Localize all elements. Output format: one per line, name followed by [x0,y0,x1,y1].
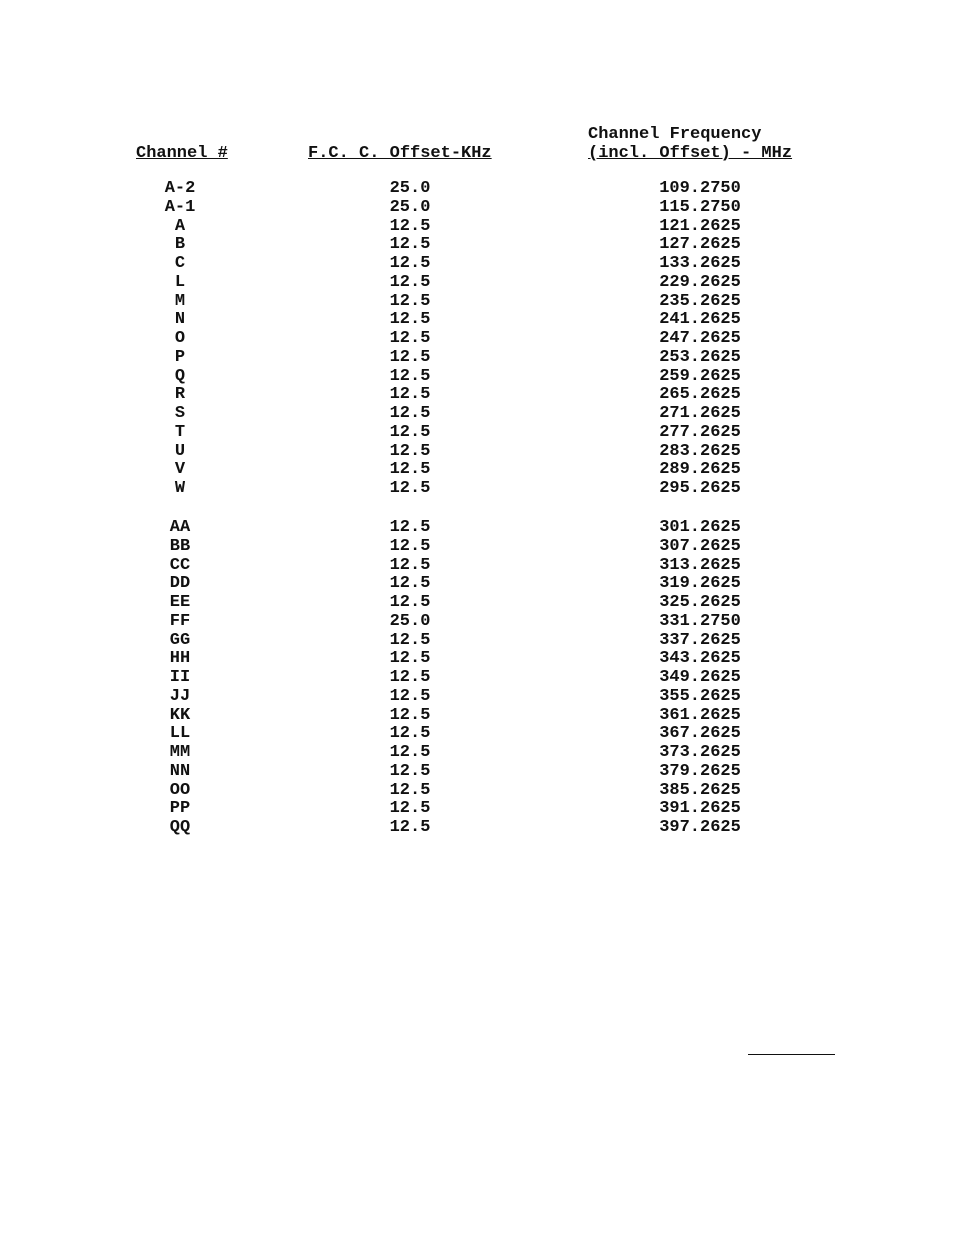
channel-cell: AA [169,518,191,537]
frequency-cell: 115.2750 [659,197,741,217]
group1-channel-column [140,180,220,499]
frequency-cell: 307.2625 [659,536,741,556]
channel-cell: O [174,329,186,348]
frequency-cell: 301.2625 [659,518,741,537]
channel-cell: OO [169,780,191,800]
offset-cell: 12.5 [389,441,431,461]
channel-cell: S [174,404,186,423]
channel-cell: PP [169,799,191,819]
frequency-cell: 319.2625 [659,574,741,594]
channel-cell: DD [169,574,191,594]
channel-cell: MM [169,743,191,762]
offset-cell: 12.5 [389,291,431,311]
frequency-cell: 343.2625 [659,649,741,669]
group1-offset-column [370,180,450,499]
channel-cell: P [174,347,186,367]
frequency-cell: 277.2625 [659,422,741,442]
offset-cell: 12.5 [389,366,431,386]
offset-cell: 12.5 [389,761,431,781]
header-channel: Channel # [136,144,228,163]
offset-cell: 12.5 [389,743,431,762]
channel-cell: A [174,216,186,236]
frequency-cell: 379.2625 [659,761,741,781]
offset-cell: 25.0 [389,197,431,217]
frequency-cell: 265.2625 [659,385,741,405]
offset-cell: 12.5 [389,235,431,255]
channel-cell: NN [169,761,191,781]
channel-cell: Q [174,366,186,386]
offset-cell: 12.5 [389,818,431,837]
offset-cell: 12.5 [389,216,431,236]
channel-cell: II [169,668,191,687]
frequency-cell: 289.2625 [659,460,741,480]
offset-cell: 12.5 [389,705,431,725]
frequency-cell: 253.2625 [659,347,741,367]
frequency-cell: 295.2625 [659,479,741,498]
offset-cell: 12.5 [389,555,431,575]
channel-cell: N [174,310,186,330]
group1-frequency-column [640,180,760,499]
frequency-cell: 259.2625 [659,366,741,386]
offset-cell: 12.5 [389,310,431,330]
channel-cell: U [174,441,186,461]
channel-cell: KK [169,705,191,725]
offset-cell: 12.5 [389,329,431,348]
channel-cell: LL [169,724,191,744]
channel-cell: GG [169,630,191,650]
frequency-cell: 373.2625 [659,743,741,762]
group2-channel-column [140,519,220,838]
frequency-cell: 121.2625 [659,216,741,236]
header-frequency-line1: Channel Frequency [588,125,762,144]
frequency-cell: 385.2625 [659,780,741,800]
frequency-cell: 247.2625 [659,329,741,348]
channel-cell: B [174,235,186,255]
group2-offset-column [370,519,450,838]
frequency-cell: 229.2625 [659,272,741,292]
offset-cell: 12.5 [389,649,431,669]
offset-cell: 12.5 [389,518,431,537]
frequency-cell: 283.2625 [659,441,741,461]
channel-cell: T [174,422,186,442]
channel-cell: A-2 [164,179,196,198]
channel-cell: A-1 [164,197,196,217]
header-frequency-line2: (incl. Offset) - MHz [588,144,793,163]
frequency-cell: 241.2625 [659,310,741,330]
frequency-cell: 391.2625 [659,799,741,819]
frequency-cell: 361.2625 [659,705,741,725]
frequency-cell: 313.2625 [659,555,741,575]
channel-cell: CC [169,555,191,575]
frequency-cell: 235.2625 [659,291,741,311]
offset-cell: 12.5 [389,254,431,273]
frequency-cell: 397.2625 [659,818,741,837]
frequency-cell: 355.2625 [659,686,741,706]
offset-cell: 12.5 [389,593,431,612]
channel-cell: R [174,385,186,405]
offset-cell: 12.5 [389,385,431,405]
offset-cell: 12.5 [389,347,431,367]
channel-cell: W [174,479,186,498]
frequency-cell: 331.2750 [659,611,741,631]
offset-cell: 12.5 [389,460,431,480]
frequency-cell: 127.2625 [659,235,741,255]
frequency-cell: 109.2750 [659,179,741,198]
offset-cell: 12.5 [389,536,431,556]
channel-cell: JJ [169,686,191,706]
channel-cell: V [174,460,186,480]
offset-cell: 12.5 [389,630,431,650]
offset-cell: 12.5 [389,272,431,292]
offset-cell: 12.5 [389,422,431,442]
frequency-cell: 325.2625 [659,593,741,612]
channel-cell: FF [169,611,191,631]
offset-cell: 12.5 [389,479,431,498]
header-offset: F.C. C. Offset-KHz [308,144,492,163]
channel-cell: HH [169,649,191,669]
offset-cell: 12.5 [389,780,431,800]
channel-cell: BB [169,536,191,556]
offset-cell: 12.5 [389,404,431,423]
offset-cell: 25.0 [389,179,431,198]
frequency-cell: 349.2625 [659,668,741,687]
frequency-cell: 271.2625 [659,404,741,423]
channel-cell: M [174,291,186,311]
frequency-cell: 367.2625 [659,724,741,744]
offset-cell: 12.5 [389,668,431,687]
offset-cell: 12.5 [389,724,431,744]
offset-cell: 25.0 [389,611,431,631]
footer-rule [748,1054,835,1055]
offset-cell: 12.5 [389,686,431,706]
channel-cell: C [174,254,186,273]
channel-cell: EE [169,593,191,612]
frequency-cell: 337.2625 [659,630,741,650]
frequency-cell: 133.2625 [659,254,741,273]
channel-cell: L [174,272,186,292]
channel-cell: QQ [169,818,191,837]
offset-cell: 12.5 [389,574,431,594]
group2-frequency-column [640,519,760,838]
offset-cell: 12.5 [389,799,431,819]
